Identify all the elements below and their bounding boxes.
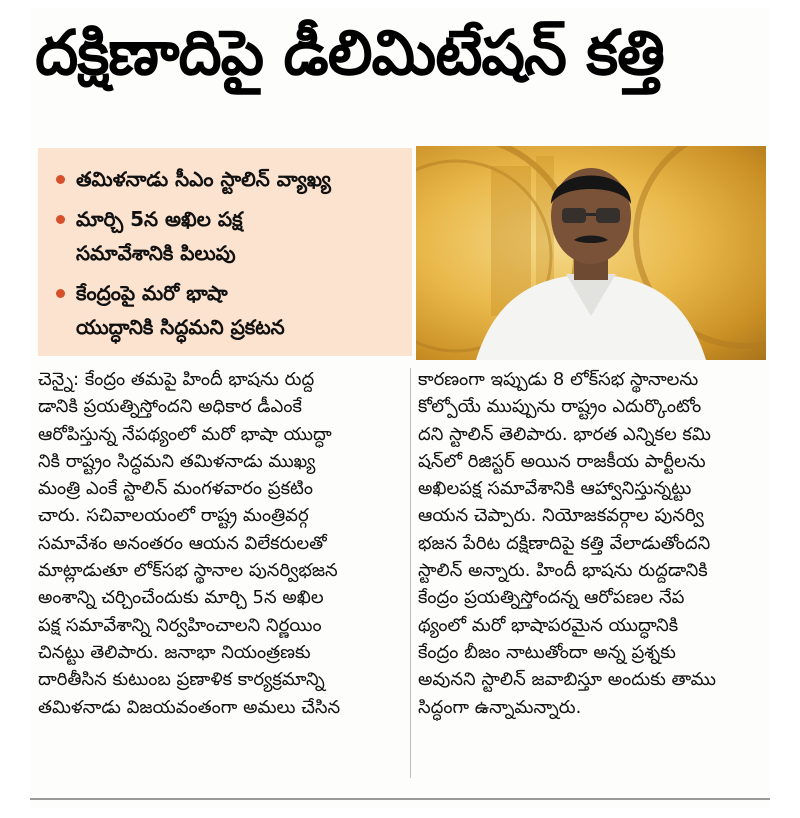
- article-line: కోల్పోయే ముప్పును రాష్ట్రం ఎదుర్కొంటోం: [418, 396, 702, 418]
- article-line: మాట్లాడుతూ లోక్‌సభ స్థానాల పునర్విభజన: [38, 560, 338, 582]
- article-line: కేంద్రం ప్రయత్నిస్తోందన్న ఆరోపణల నేప: [418, 587, 685, 609]
- article-line: సమావేశం అనంతరం ఆయన విలేకరులతో: [38, 532, 327, 554]
- article-line: చెన్నై: కేంద్రం తమపై హిందీ భాషను రుద్ద: [38, 369, 315, 390]
- article-line: ఆయన చెప్పారు. నియోజకవర్గాల పునర్వి: [418, 505, 704, 527]
- article-line: చారు. సచివాలయంలో రాష్ట్ర మంత్రివర్గ: [38, 505, 309, 527]
- article-line: కారణంగా ఇప్పుడు 8 లోక్‌సభ స్థానాలను: [418, 369, 699, 390]
- bullet-dot-icon: [56, 289, 65, 298]
- highlights-box: [38, 148, 412, 356]
- highlight-line: మార్చి 5న అఖిల పక్ష: [76, 207, 243, 231]
- bottom-rule: [30, 798, 770, 800]
- article-line: స్టాలిన్ అన్నారు. హిందీ భాషను రుద్దడానికి: [418, 560, 708, 582]
- column-divider: [410, 368, 411, 778]
- highlight-item: [56, 202, 404, 270]
- article-line: తమిళనాడు విజయవంతంగా అమలు చేసిన: [38, 696, 341, 718]
- article-line: ఆరోపిస్తున్న నేపథ్యంలో మరో భాషా యుద్ధా: [38, 423, 332, 445]
- article-line: అంశాన్ని చర్చించేందుకు మార్చి 5న అఖిల: [38, 587, 324, 609]
- highlight-item: [56, 276, 404, 344]
- portrait-illustration: [416, 146, 766, 360]
- article-line: భజన పేరిట దక్షిణాదిపై కత్తి వేలాడుతోందని: [418, 532, 711, 554]
- bullet-dot-icon: [56, 215, 65, 224]
- article-column-left: [38, 366, 390, 721]
- article-line: థ్యంలో మరో భాషాపరమైన యుద్ధానికి: [418, 614, 679, 636]
- bullet-dot-icon: [56, 175, 65, 184]
- article-line: నికి రాష్ట్రం సిద్ధమని తమిళనాడు ముఖ్య: [38, 450, 316, 472]
- highlight-item: [56, 162, 404, 196]
- headline: దక్షిణాదిపై డీలిమిటేషన్ కత్తి: [35, 16, 665, 89]
- article-line: దారితీసిన కుటుంబ ప్రణాళిక కార్యక్రమాన్ని: [38, 669, 325, 691]
- article-line: షన్‌లో రిజిస్టర్ అయిన రాజకీయ పార్టీలను: [418, 450, 706, 472]
- article-line: డానికి ప్రయత్నిస్తోందని అధికార డీఎంకే: [38, 396, 302, 418]
- highlight-line: తమిళనాడు సీఎం స్టాలిన్ వ్యాఖ్య: [76, 167, 331, 191]
- article-line: సిద్ధంగా ఉన్నామన్నారు.: [418, 696, 582, 718]
- stalin-photo: [416, 146, 766, 360]
- highlight-line: సమావేశానికి పిలుపు: [76, 241, 236, 265]
- highlight-line: కేంద్రంపై మరో భాషా: [76, 281, 228, 305]
- article-line: దని స్టాలిన్ తెలిపారు. భారత ఎన్నికల కమి: [418, 423, 711, 445]
- news-clipping: [30, 8, 770, 808]
- article-line: పక్ష సమావేశాన్ని నిర్వహించాలని నిర్ణయిం: [38, 614, 322, 636]
- highlight-line: యుద్ధానికి సిద్ధమని ప్రకటన: [76, 315, 285, 339]
- article-line: చినట్టు తెలిపారు. జనాభా నియంత్రణకు: [38, 641, 311, 663]
- article-column-right: [418, 366, 770, 721]
- article-line: కేంద్రం బీజం నాటుతోందా అన్న ప్రశ్నకు: [418, 641, 676, 663]
- article-line: మంత్రి ఎంకే స్టాలిన్ మంగళవారం ప్రకటిం: [38, 478, 313, 500]
- article-line: అవునని స్టాలిన్ జవాబిస్తూ అందుకు తాము: [418, 669, 716, 691]
- article-line: అఖిలపక్ష సమావేశానికి ఆహ్వానిస్తున్నట్టు: [418, 478, 692, 500]
